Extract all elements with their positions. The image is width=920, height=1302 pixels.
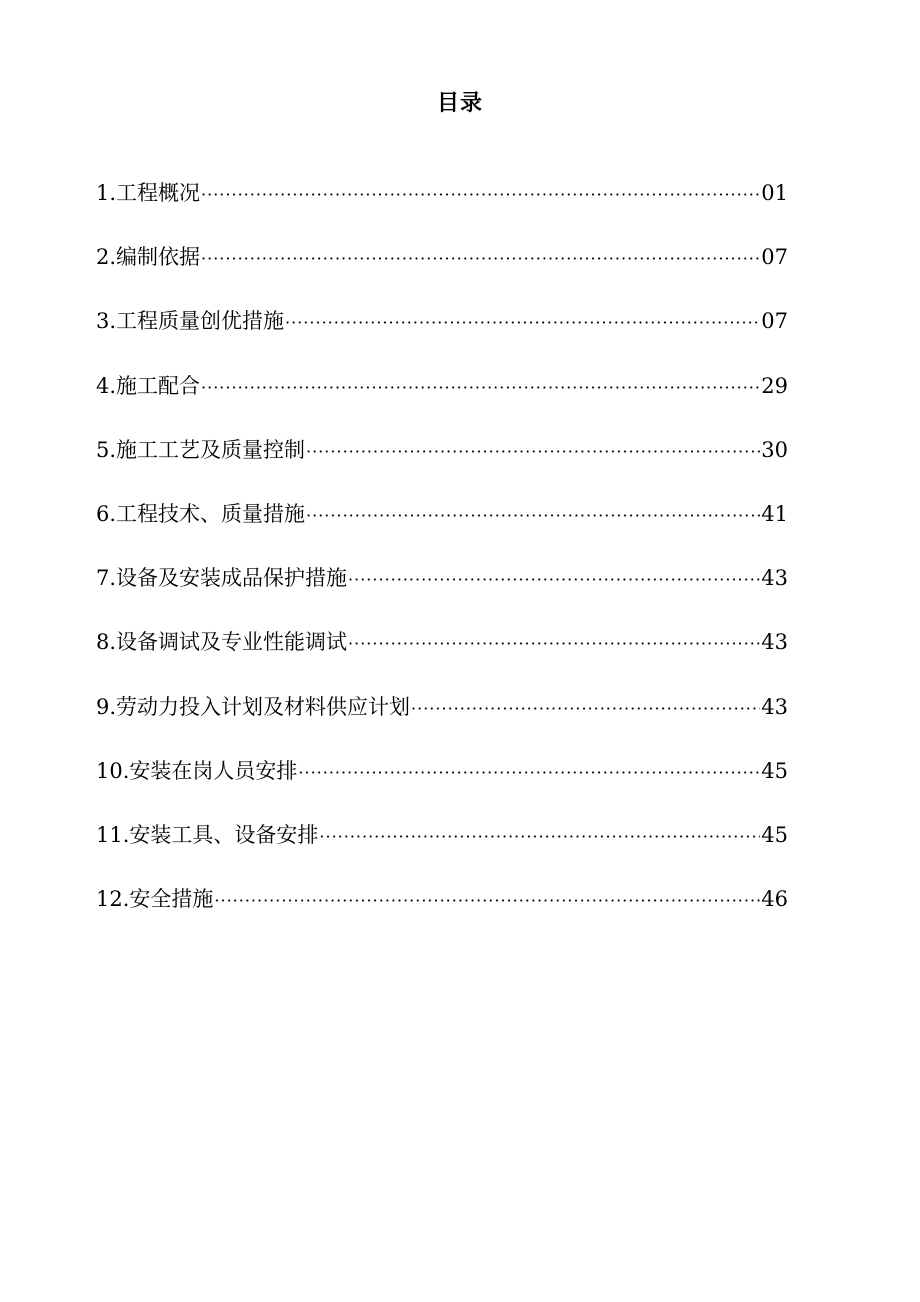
toc-entry[interactable] bbox=[96, 497, 788, 561]
toc-entry[interactable] bbox=[96, 625, 788, 689]
toc-entry[interactable] bbox=[96, 304, 788, 368]
toc-entry[interactable] bbox=[96, 176, 788, 240]
toc-entry-page: 43 bbox=[761, 566, 788, 591]
toc-entry-page: 45 bbox=[761, 758, 788, 783]
dot-leader bbox=[306, 499, 760, 533]
toc-entry-label: 11.安装工具、设备安排 bbox=[96, 822, 319, 847]
toc-entry-page: 07 bbox=[761, 309, 788, 334]
toc-entry-page: 45 bbox=[761, 822, 788, 847]
toc-entry[interactable] bbox=[96, 690, 788, 754]
toc-entry[interactable] bbox=[96, 818, 788, 882]
page-title: 目录 bbox=[436, 91, 483, 116]
toc-entry-label: 8.设备调试及专业性能调试 bbox=[96, 630, 348, 655]
dot-leader bbox=[201, 371, 760, 405]
dot-leader bbox=[201, 178, 760, 212]
dot-leader bbox=[348, 563, 760, 597]
dot-leader bbox=[285, 306, 760, 340]
toc-entry-label: 9.劳动力投入计划及材料供应计划 bbox=[96, 694, 411, 719]
toc-entry-label: 7.设备及安装成品保护措施 bbox=[96, 566, 348, 591]
toc-list bbox=[96, 176, 788, 946]
dot-leader bbox=[214, 884, 760, 918]
toc-entry-page: 01 bbox=[761, 181, 788, 205]
toc-entry-label: 12.安全措施 bbox=[96, 887, 214, 912]
dot-leader bbox=[319, 820, 760, 854]
dot-leader bbox=[411, 692, 760, 726]
toc-entry-label: 3.工程质量创优措施 bbox=[96, 309, 285, 334]
dot-leader bbox=[306, 435, 760, 469]
toc-entry[interactable] bbox=[96, 240, 788, 304]
toc-entry-label: 6.工程技术、质量措施 bbox=[96, 501, 306, 526]
toc-entry[interactable] bbox=[96, 882, 788, 946]
dot-leader bbox=[348, 627, 760, 661]
toc-entry-page: 43 bbox=[761, 630, 788, 655]
toc-entry-page: 41 bbox=[761, 501, 788, 526]
toc-entry[interactable] bbox=[96, 433, 788, 497]
toc-entry-page: 43 bbox=[761, 694, 788, 719]
toc-entry-page: 30 bbox=[761, 437, 788, 462]
dot-leader bbox=[201, 242, 760, 276]
toc-entry-label: 1.工程概况 bbox=[96, 181, 201, 205]
toc-entry[interactable] bbox=[96, 561, 788, 625]
toc-entry-label: 10.安装在岗人员安排 bbox=[96, 758, 298, 783]
toc-entry[interactable] bbox=[96, 369, 788, 433]
toc-entry-page: 29 bbox=[761, 373, 788, 398]
dot-leader bbox=[298, 756, 760, 790]
toc-entry-label: 4.施工配合 bbox=[96, 373, 201, 398]
toc-entry-label: 2.编制依据 bbox=[96, 245, 201, 270]
toc-entry-page: 46 bbox=[761, 887, 788, 912]
toc-entry[interactable] bbox=[96, 754, 788, 818]
toc-entry-label: 5.施工工艺及质量控制 bbox=[96, 437, 306, 462]
toc-entry-page: 07 bbox=[761, 245, 788, 270]
